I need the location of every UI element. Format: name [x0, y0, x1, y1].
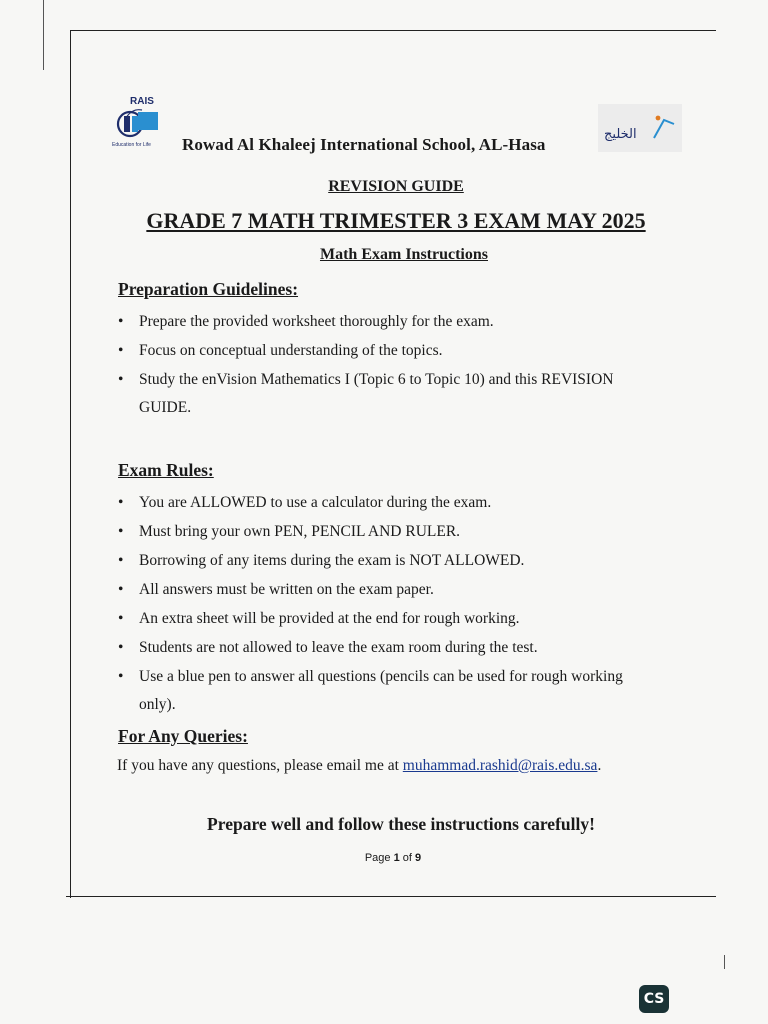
queries-text — [117, 757, 601, 775]
page-border-top — [70, 30, 716, 31]
queries-text-prefix: If you have any questions, please email me at — [117, 757, 403, 774]
exam-rules-heading: Exam Rules: — [118, 460, 214, 480]
document-subtitle: Math Exam Instructions — [319, 246, 488, 263]
preparation-item-line: Study the enVision Mathematics I (Topic 6 to Topic 10) and this REVISION — [139, 371, 614, 388]
page-border-bottom — [66, 896, 716, 897]
queries-heading: For Any Queries: — [118, 726, 248, 746]
scan-edge-mark — [724, 955, 725, 969]
rais-logo — [108, 92, 170, 152]
khaleej-logo-text: الخليج — [604, 127, 637, 142]
email-link[interactable]: muhammad.rashid@rais.edu.sa — [402, 757, 598, 774]
rule-item-line: only). — [139, 696, 176, 713]
preparation-heading: Preparation Guidelines: — [118, 279, 299, 299]
page-border-left — [70, 30, 71, 898]
scan-edge-line — [43, 0, 44, 70]
rais-logo-text: RAIS — [130, 96, 154, 107]
preparation-item: • Prepare the provided worksheet thoroughly for the exam. — [118, 312, 613, 341]
rais-logo-tagline: Education for Life — [112, 142, 151, 148]
exam-rules-list — [118, 493, 623, 719]
page-number — [0, 852, 768, 864]
school-name: Rowad Al Khaleej International School, AL-Hasa — [182, 135, 546, 154]
rule-item: • Borrowing of any items during the exam is NOT ALLOWED. — [118, 551, 623, 580]
rule-item: • Students are not allowed to leave the exam room during the test. — [118, 638, 623, 667]
page-number-total: 9 — [415, 852, 422, 864]
khaleej-logo — [598, 104, 682, 152]
page-number-of: of — [399, 852, 416, 864]
preparation-list — [118, 312, 613, 422]
revision-guide-label: REVISION GUIDE — [328, 178, 464, 195]
page-number-current: 1 — [393, 852, 400, 864]
rule-item: • You are ALLOWED to use a calculator during the exam. — [118, 493, 623, 522]
document-title: GRADE 7 MATH TRIMESTER 3 EXAM MAY 2025 — [146, 208, 646, 233]
rule-item-line: Use a blue pen to answer all questions (pencils can be used for rough working — [139, 668, 623, 685]
camscanner-badge-icon: CS — [639, 985, 669, 1013]
preparation-item: • Focus on conceptual understanding of the topics. — [118, 341, 613, 370]
rule-item: • All answers must be written on the exam paper. — [118, 580, 623, 609]
preparation-item-line: GUIDE. — [139, 399, 192, 416]
rule-item: • Must bring your own PEN, PENCIL AND RULER. — [118, 522, 623, 551]
page-number-prefix: Page — [364, 852, 394, 864]
closing-message: Prepare well and follow these instructions carefully! — [207, 814, 595, 834]
preparation-item — [118, 366, 613, 422]
rule-item: • An extra sheet will be provided at the end for rough working. — [118, 609, 623, 638]
rule-item — [118, 663, 623, 719]
queries-text-suffix: . — [597, 757, 602, 774]
